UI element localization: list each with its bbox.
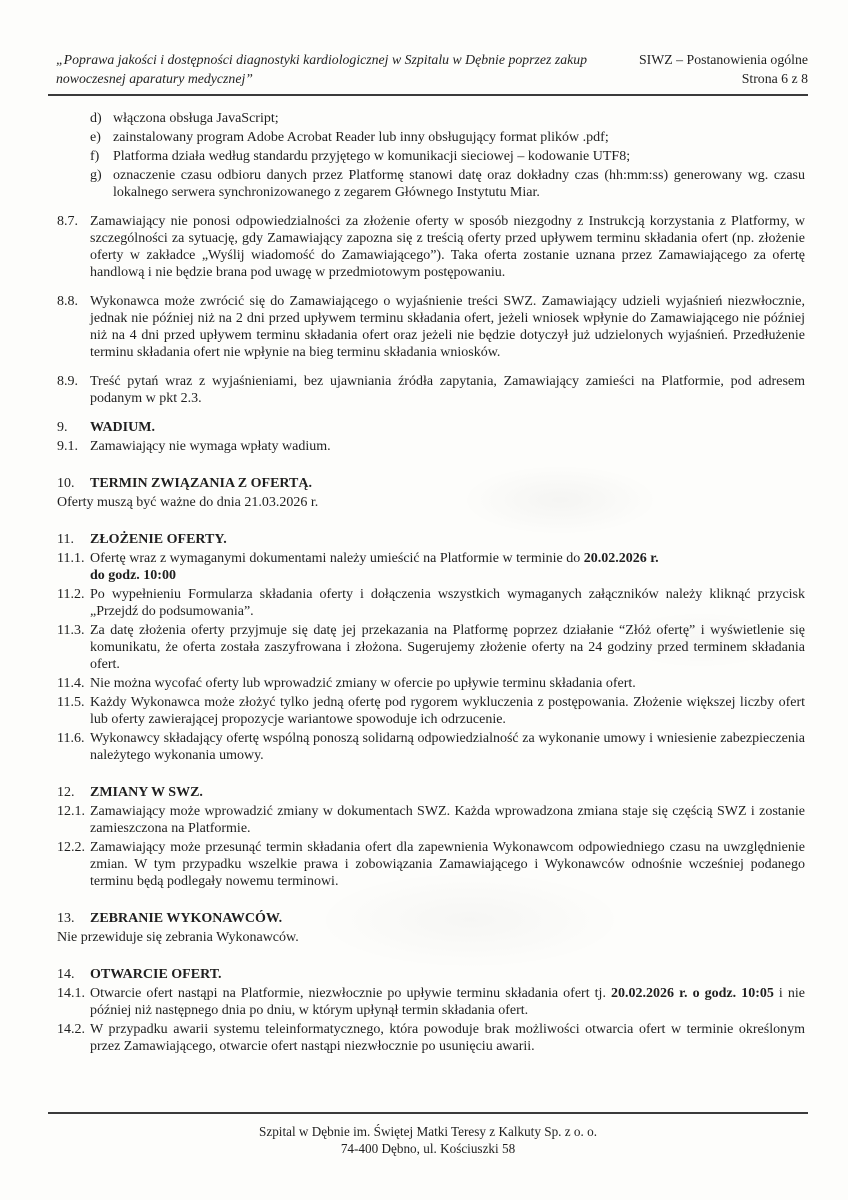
paragraph-text: Wykonawcy składający ofertę wspólną ponoszą solidarną odpowiedzialność za wykonanie umowy i wniesienie zabezpieczenia należytego wykonania umowy. bbox=[90, 731, 805, 763]
item-marker: e) bbox=[90, 130, 101, 145]
item-marker: 14. bbox=[57, 967, 75, 982]
paragraph-text: TERMIN ZWIĄZANIA Z OFERTĄ. bbox=[90, 476, 312, 491]
list-item-d bbox=[57, 110, 805, 127]
item-marker: d) bbox=[90, 111, 102, 126]
header-doc-type: SIWZ – Postanowienia ogólne bbox=[639, 52, 808, 67]
list-item-g bbox=[57, 167, 805, 201]
item-marker: 11.5. bbox=[57, 695, 85, 710]
item-marker: 11.3. bbox=[57, 623, 85, 638]
document-body bbox=[57, 108, 805, 1055]
para-12-1 bbox=[57, 803, 805, 837]
list-item-e bbox=[57, 129, 805, 146]
section-13-heading bbox=[57, 910, 805, 927]
header-divider bbox=[48, 94, 808, 96]
paragraph-text: Ofertę wraz z wymaganymi dokumentami należy umieścić na Platformie w terminie do 20.02.2026 r. do godz. 10:00 bbox=[90, 551, 659, 583]
paragraph-text: Treść pytań wraz z wyjaśnieniami, bez ujawniania źródła zapytania, Zamawiający zamieści na Platformie, pod adresem podanym w pkt 2.3. bbox=[90, 374, 805, 406]
para-8-8 bbox=[57, 293, 805, 361]
paragraph-text: Otwarcie ofert nastąpi na Platformie, niezwłocznie po upływie terminu składania ofert tj. 20.02.2026 r. o godz. 10:05 i nie później niż następnego dnia po dniu, w którym upłynął termin składania ofert. bbox=[90, 986, 805, 1018]
para-8-7 bbox=[57, 213, 805, 281]
item-marker: 9. bbox=[57, 420, 68, 435]
item-marker: 11.4. bbox=[57, 676, 85, 691]
para-13-text bbox=[57, 929, 805, 946]
item-marker: 8.7. bbox=[57, 214, 78, 229]
item-marker: f) bbox=[90, 149, 100, 164]
paragraph-text: Nie przewiduje się zebrania Wykonawców. bbox=[57, 930, 299, 945]
item-marker: 12. bbox=[57, 785, 75, 800]
item-marker: 8.8. bbox=[57, 294, 78, 309]
paragraph-text: Każdy Wykonawca może złożyć tylko jedną ofertę pod rygorem wykluczenia z postępowania. Złożenie większej liczby ofert lub oferty zawierającej propozycje wariantowe spowoduje ich odrzucenie. bbox=[90, 695, 805, 727]
para-11-2 bbox=[57, 586, 805, 620]
para-12-2 bbox=[57, 839, 805, 890]
section-11-heading bbox=[57, 531, 805, 548]
para-11-4 bbox=[57, 675, 805, 692]
paragraph-text: ZMIANY W SWZ. bbox=[90, 785, 203, 800]
list-item-f bbox=[57, 148, 805, 165]
item-marker: 12.1. bbox=[57, 804, 85, 819]
paragraph-text: Za datę złożenia oferty przyjmuje się datę jej przekazania na Platformę poprzez działanie “Złóż ofertę” i wyświetlenie się komunikatu, że oferta została zaszyfrowana i złożona. Sugerujemy złożenie oferty na 24 godziny przed terminem składania ofert. bbox=[90, 623, 805, 672]
paragraph-text: Zamawiający może przesunąć termin składania ofert dla zapewnienia Wykonawcom odpowiedniego czasu na uwzględnienie zmian. W tym przypadku wszelkie prawa i zobowiązania Zamawiającego i Wykonawców odnośnie wcześniej podanego terminu będą podlegały nowemu terminowi. bbox=[90, 840, 805, 889]
paragraph-text: Wykonawca może zwrócić się do Zamawiającego o wyjaśnienie treści SWZ. Zamawiający udzieli wyjaśnień niezwłocznie, jednak nie później niż na 2 dni przed upływem terminu składania ofert, jeżeli wniosek wpłynie do Zamawiającego nie później niż na 4 dni przed upływem terminu składania ofert oraz jeżeli nie będzie dotyczył już udzielonych wyjaśnień. Przedłużenie terminu składania ofert nie wpłynie na bieg terminu składania wniosków. bbox=[90, 294, 805, 360]
para-9-1 bbox=[57, 438, 805, 455]
section-10-heading bbox=[57, 475, 805, 492]
footer-address: 74-400 Dębno, ul. Kościuszki 58 bbox=[340, 1141, 516, 1156]
paragraph-text: ZEBRANIE WYKONAWCÓW. bbox=[90, 911, 283, 926]
item-marker: 11.1. bbox=[57, 551, 85, 566]
item-marker: 9.1. bbox=[57, 439, 78, 454]
paragraph-text: Platforma działa według standardu przyjętego w komunikacji sieciowej – kodowanie UTF8; bbox=[113, 149, 631, 164]
item-marker: 11. bbox=[57, 532, 74, 547]
item-marker: g) bbox=[90, 168, 102, 183]
paragraph-text: Zamawiający nie ponosi odpowiedzialności za złożenie oferty w sposób niezgodny z Instrukcją korzystania z Platformy, w szczególności za sytuację, gdy Zamawiający zapozna się z treścią oferty przed upływem terminu składania ofert (np. złożenie oferty w zakładce „Wyślij wiadomość do Zamawiającego”). Taka oferta zostanie uznana przez Zamawiającego za ofertę handlową i nie będzie brana pod uwagę w przedmiotowym postępowaniu. bbox=[90, 214, 805, 280]
paragraph-text: Oferty muszą być ważne do dnia 21.03.2026 r. bbox=[57, 495, 319, 510]
paragraph-text: zainstalowany program Adobe Acrobat Reader lub inny obsługujący format plików .pdf; bbox=[113, 130, 609, 145]
para-8-9 bbox=[57, 373, 805, 407]
item-marker: 12.2. bbox=[57, 840, 85, 855]
para-11-6 bbox=[57, 730, 805, 764]
footer-organization: Szpital w Dębnie im. Świętej Matki Teresy z Kalkuty Sp. z o. o. bbox=[259, 1124, 597, 1139]
paragraph-text: Po wypełnieniu Formularza składania oferty i dołączenia wszystkich wymaganych załączników należy kliknąć przycisk „Przejdź do podsumowania”. bbox=[90, 587, 805, 619]
section-12-heading bbox=[57, 784, 805, 801]
item-marker: 13. bbox=[57, 911, 75, 926]
document-title: „Poprawa jakości i dostępności diagnostyki kardiologicznej w Szpitalu w Dębnie poprzez zakup nowoczesnej aparatury medycznej” bbox=[56, 52, 588, 86]
page-footer bbox=[48, 1112, 808, 1157]
item-marker: 14.2. bbox=[57, 1022, 85, 1037]
header-page-number: Strona 6 z 8 bbox=[741, 71, 808, 86]
paragraph-text: włączona obsługa JavaScript; bbox=[113, 111, 279, 126]
item-marker: 8.9. bbox=[57, 374, 78, 389]
paragraph-text: oznaczenie czasu odbioru danych przez Platformę stanowi datę oraz dokładny czas (hh:mm:ss) generowany wg. czasu lokalnego serwera synchronizowanego z zegarem Głównego Instytutu Miar. bbox=[113, 168, 805, 200]
paragraph-text: Nie można wycofać oferty lub wprowadzić zmiany w ofercie po upływie terminu składania ofert. bbox=[90, 676, 636, 691]
paragraph-text: Zamawiający może wprowadzić zmiany w dokumentach SWZ. Każda wprowadzona zmiana staje się częścią SWZ i zostanie zamieszczona na Platformie. bbox=[90, 804, 805, 836]
item-marker: 10. bbox=[57, 476, 75, 491]
item-marker: 11.2. bbox=[57, 587, 85, 602]
section-14-heading bbox=[57, 966, 805, 983]
item-marker: 11.6. bbox=[57, 731, 85, 746]
para-11-5 bbox=[57, 694, 805, 728]
page-header bbox=[48, 50, 808, 96]
para-11-1 bbox=[57, 550, 805, 584]
para-10-text bbox=[57, 494, 805, 511]
para-11-3 bbox=[57, 622, 805, 673]
paragraph-text: Zamawiający nie wymaga wpłaty wadium. bbox=[90, 439, 331, 454]
paragraph-text: W przypadku awarii systemu teleinformatycznego, która powoduje brak możliwości otwarcia ofert w terminie określonym przez Zamawiającego, otwarcie ofert nastąpi niezwłocznie po usunięciu awarii. bbox=[90, 1022, 805, 1054]
item-marker: 14.1. bbox=[57, 986, 85, 1001]
section-9-heading bbox=[57, 419, 805, 436]
para-14-2 bbox=[57, 1021, 805, 1055]
footer-divider bbox=[48, 1112, 808, 1114]
paragraph-text: WADIUM. bbox=[90, 420, 155, 435]
paragraph-text: ZŁOŻENIE OFERTY. bbox=[90, 532, 227, 547]
header-row bbox=[48, 50, 808, 94]
header-meta bbox=[628, 50, 808, 88]
paragraph-text: OTWARCIE OFERT. bbox=[90, 967, 222, 982]
para-14-1 bbox=[57, 985, 805, 1019]
